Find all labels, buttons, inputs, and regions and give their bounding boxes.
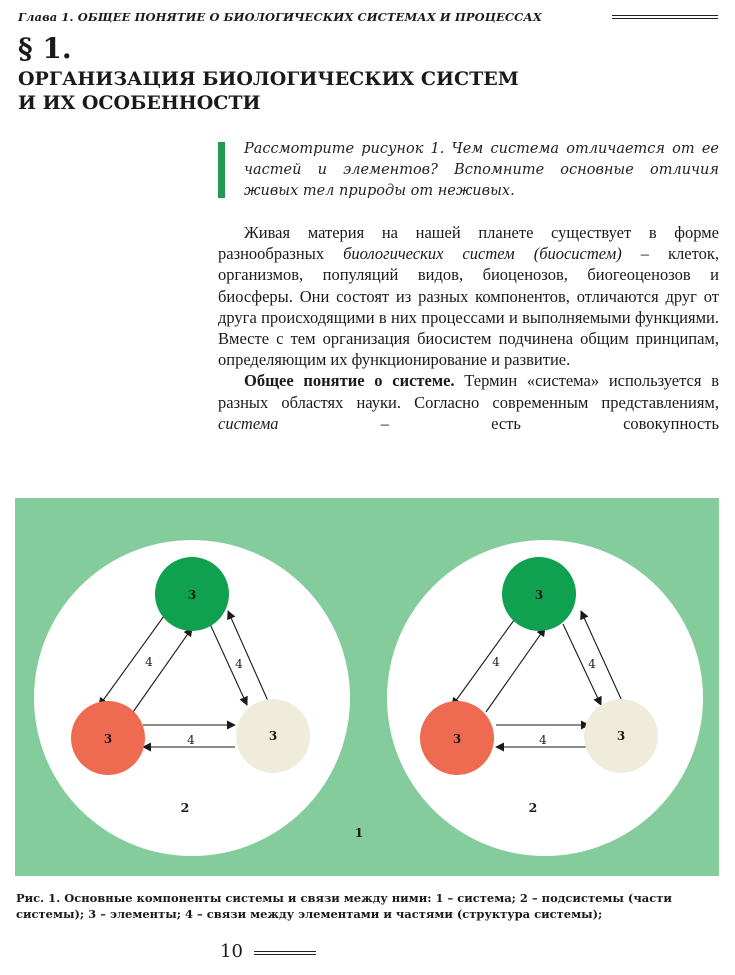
link-label: 4 [235,657,243,671]
element-label: 3 [103,732,113,746]
section-title-line-2: И ИХ ОСОБЕННОСТИ [18,92,261,114]
paragraph-2 [218,370,719,434]
header-rule [612,15,718,19]
link-label: 4 [492,655,500,669]
element-label: 3 [616,729,626,743]
paragraph-2-rest: – есть совокупность [278,413,719,433]
intro-accent-bar [218,142,225,198]
element-label: 3 [268,729,278,743]
figure-caption: Рис. 1. Основные компоненты системы и связи между ними: 1 – система; 2 – подсистемы (части системы); 3 – элементы; 4 – связи между элементами и частями (структура системы); [16,891,672,921]
term-biosystems: биологических систем (биосистем) [343,244,622,264]
link-label: 4 [539,733,547,747]
running-header: Глава 1. ОБЩЕЕ ПОНЯТИЕ О БИОЛОГИЧЕСКИХ СИСТЕМАХ И ПРОЦЕССАХ [18,10,542,24]
link-label: 4 [588,657,596,671]
link-label: 4 [145,655,153,669]
subsystem-right [387,540,703,856]
section-title [18,67,519,115]
page-number: 10 [220,941,243,962]
subheading-system: Общее понятие о системе. [244,371,455,391]
system-diagram [15,498,719,876]
element-label: 3 [187,588,197,602]
paragraph-2-start: Термин «система» используется в разных областях науки. Согласно современным представлениям, [218,371,719,412]
element-label: 3 [534,588,544,602]
subsystem-left [34,540,350,856]
section-title-line-1: ОРГАНИЗАЦИЯ БИОЛОГИЧЕСКИХ СИСТЕМ [18,68,519,90]
paragraph-1-start: Живая материя на нашей планете существует в форме разнообразных [218,223,719,264]
paragraph-1-rest: – клеток, организмов, популяций видов, биоценозов, биогеоценозов и биосферы. Они состоят из разных компонентов, отличаются друг от друга происходящими в них процессами и выполняемыми функциями. Вместе с тем организация биосистем подчинена общим принципам, определяющим их функционирование и развитие. [218,244,719,370]
intro-question: Рассмотрите рисунок 1. Чем система отличается от ее частей и элементов? Вспомните основные отличия живых тел природы от неживых. [244,141,719,199]
subsystem-label: 2 [528,800,538,815]
footer-rule [254,951,316,955]
subsystem-label: 2 [180,800,190,815]
paragraph-1 [218,222,719,370]
system-label: 1 [354,825,364,840]
link-label: 4 [187,733,195,747]
term-system: система [218,413,279,433]
element-label: 3 [452,732,462,746]
section-number: § 1. [18,32,72,65]
body-text [218,222,719,434]
